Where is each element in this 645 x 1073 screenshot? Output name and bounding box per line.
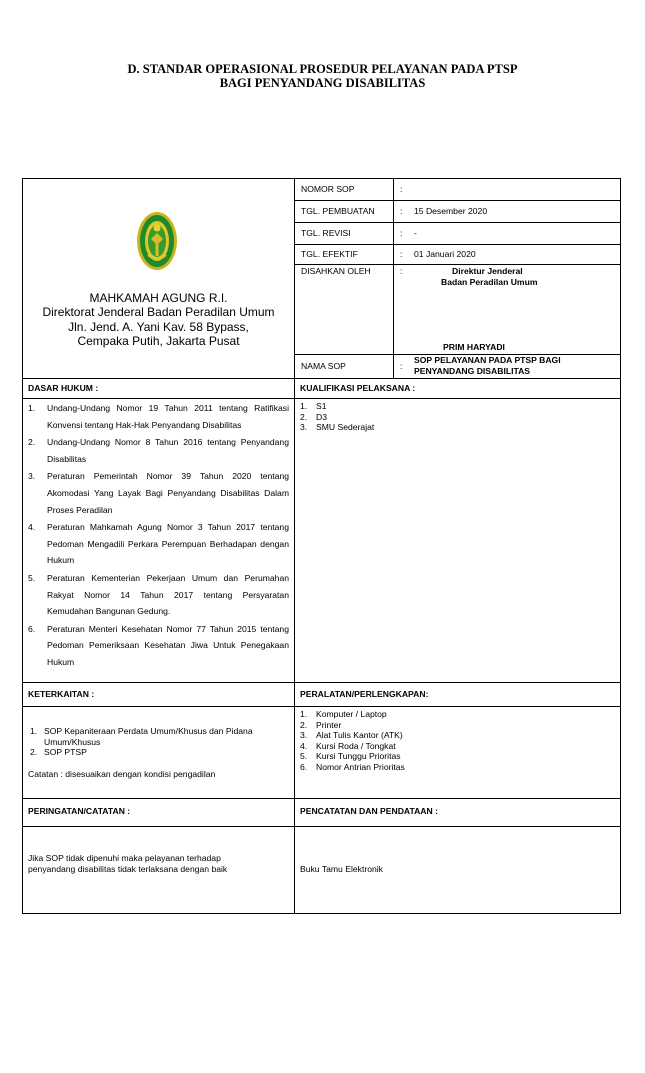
- kualifikasi-heading: KUALIFIKASI PELAKSANA :: [300, 383, 416, 393]
- org-address-line2: Cempaka Putih, Jakarta Pusat: [77, 334, 240, 348]
- org-name: MAHKAMAH AGUNG R.I.: [89, 291, 228, 305]
- tgl-revisi-label: TGL. REVISI: [301, 228, 351, 238]
- keterkaitan-item-num: 2.: [30, 747, 38, 757]
- keterkaitan-item-text-cont: Umum/Khusus: [44, 737, 101, 747]
- pencatatan-text: Buku Tamu Elektronik: [300, 864, 383, 874]
- peringatan-heading: PERINGATAN/CATATAN :: [28, 806, 131, 816]
- tgl-pembuatan-label: TGL. PEMBUATAN: [301, 206, 375, 216]
- nama-sop-line2: PENYANDANG DISABILITAS: [414, 366, 531, 376]
- list-item: 6. Nomor Antrian Prioritas: [300, 761, 405, 772]
- nama-sop-colon: :: [400, 361, 403, 371]
- tgl-revisi-colon: :: [400, 228, 403, 238]
- row-divider: [22, 706, 621, 707]
- disahkan-oleh-colon: :: [400, 266, 403, 276]
- keterkaitan-item-text: SOP Kepaniteraan Perdata Umum/Khusus dan Pidana: [44, 726, 253, 736]
- list-item: 5. Kursi Tunggu Prioritas: [300, 751, 401, 762]
- list-item: 3. SMU Sederajat: [300, 422, 375, 433]
- tgl-pembuatan-colon: :: [400, 206, 403, 216]
- document-title: D. STANDAR OPERASIONAL PROSEDUR PELAYANAN PADA PTSP: [127, 62, 518, 76]
- tgl-efektif-value: 01 Januari 2020: [414, 249, 476, 259]
- keterkaitan-note: Catatan : disesuaikan dengan kondisi pengadilan: [28, 769, 216, 779]
- org-directorate: Direktorat Jenderal Badan Peradilan Umum: [42, 305, 275, 319]
- column-divider: [294, 178, 295, 914]
- dasar-hukum-heading: DASAR HUKUM :: [28, 383, 99, 393]
- row-divider: [294, 244, 621, 245]
- row-divider: [294, 200, 621, 201]
- disahkan-oleh-position: Direktur Jenderal: [452, 266, 523, 276]
- row-divider: [22, 826, 621, 827]
- peringatan-text-line1: Jika SOP tidak dipenuhi maka pelayanan terhadap: [28, 853, 221, 863]
- disahkan-oleh-unit: Badan Peradilan Umum: [441, 277, 538, 287]
- row-divider: [22, 378, 621, 379]
- row-divider: [22, 682, 621, 683]
- keterkaitan-item-text: SOP PTSP: [44, 747, 87, 757]
- kualifikasi-list: [300, 401, 374, 433]
- peringatan-text-line2: penyandang disabilitas tidak terlaksana dengan baik: [28, 864, 228, 874]
- tgl-efektif-label: TGL. EFEKTIF: [301, 249, 358, 259]
- list-item: 6. Peraturan Menteri Kesehatan Nomor 77 Tahun 2015 tentang Pedoman Pemeriksaan Kesehatan Jiwa Untuk Penegakaan Hukum: [28, 623, 289, 667]
- dasar-hukum-list: [22, 400, 289, 672]
- peralatan-list: [300, 709, 405, 773]
- nama-sop-line1: SOP PELAYANAN PADA PTSP BAGI: [414, 355, 561, 365]
- document-subtitle: BAGI PENYANDANG DISABILITAS: [219, 76, 426, 90]
- list-item: 2. D3: [300, 411, 327, 422]
- list-item: 1. Undang-Undang Nomor 19 Tahun 2011 tentang Ratifikasi Konvensi tentang Hak-Hak Penyandang Disabilitas: [28, 403, 289, 430]
- list-item: 5. Peraturan Kementerian Pekerjaan Umum dan Perumahan Rakyat Nomor 14 Tahun 2017 tentang Persyaratan Kemudahan Bangunan Gedung.: [28, 572, 289, 617]
- tgl-efektif-colon: :: [400, 249, 403, 259]
- tgl-pembuatan-value: 15 Desember 2020: [414, 206, 488, 216]
- row-divider: [22, 398, 621, 399]
- list-item: 4. Peraturan Mahkamah Agung Nomor 3 Tahun 2017 tentang Pedoman Mengadili Perkara Perempuan Berhadapan dengan Hukum: [28, 522, 289, 566]
- keterkaitan-item-num: 1.: [30, 726, 38, 736]
- list-item: 3. Peraturan Pemerintah Nomor 39 Tahun 2020 tentang Akomodasi Yang Layak Bagi Penyandang Disabilitas Dalam Proses Peradilan: [28, 471, 289, 515]
- tgl-revisi-value: -: [414, 228, 417, 238]
- list-item: 4. Kursi Roda / Tongkat: [300, 740, 396, 751]
- list-item: 3. Alat Tulis Kantor (ATK): [300, 730, 403, 741]
- row-divider: [294, 222, 621, 223]
- list-item: 1. Komputer / Laptop: [300, 709, 387, 719]
- org-address-line1: Jln. Jend. A. Yani Kav. 58 Bypass,: [68, 320, 249, 334]
- pencatatan-heading: PENCATATAN DAN PENDATAAN :: [300, 806, 438, 816]
- row-divider: [22, 798, 621, 799]
- nomor-sop-colon: :: [400, 184, 403, 194]
- signer-name: PRIM HARYADI: [443, 342, 505, 352]
- disahkan-oleh-label: DISAHKAN OLEH: [301, 266, 371, 276]
- mahkamah-agung-emblem-icon: [136, 211, 178, 271]
- list-item: 1. S1: [300, 401, 327, 411]
- row-divider: [294, 264, 621, 265]
- keterkaitan-heading: KETERKAITAN :: [28, 689, 95, 699]
- nomor-sop-label: NOMOR SOP: [301, 184, 355, 194]
- nama-sop-label: NAMA SOP: [301, 361, 346, 371]
- list-item: 2. Printer: [300, 719, 342, 730]
- list-item: 2. Undang-Undang Nomor 8 Tahun 2016 tentang Penyandang Disabilitas: [28, 437, 289, 464]
- peralatan-heading: PERALATAN/PERLENGKAPAN:: [300, 689, 429, 699]
- field-colon-divider: [393, 178, 394, 378]
